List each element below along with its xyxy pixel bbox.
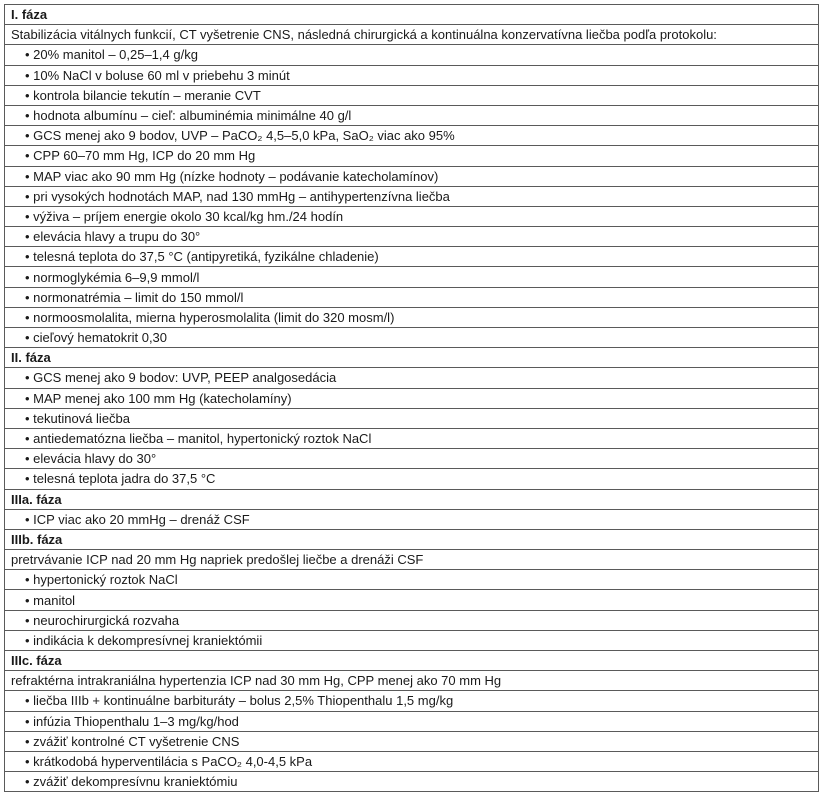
phase-title: IIIb. fáza xyxy=(5,529,819,549)
bullet-row xyxy=(5,610,819,630)
bullet-row xyxy=(5,267,819,287)
bullet-row xyxy=(5,731,819,751)
bullet-row xyxy=(5,307,819,327)
phase-title: IIIa. fáza xyxy=(5,489,819,509)
bullet-row xyxy=(5,428,819,448)
bullet-item: • normoglykémia 6–9,9 mmol/l xyxy=(5,267,819,287)
bullet-item: • 10% NaCl v boluse 60 ml v priebehu 3 minút xyxy=(5,65,819,85)
bullet-row xyxy=(5,206,819,226)
phase-header-row xyxy=(5,651,819,671)
bullet-item: • telesná teplota do 37,5 °C (antipyretiká, fyzikálne chladenie) xyxy=(5,247,819,267)
bullet-row xyxy=(5,65,819,85)
phase-title: I. fáza xyxy=(5,5,819,25)
bullet-row xyxy=(5,126,819,146)
bullet-item: • MAP viac ako 90 mm Hg (nízke hodnoty – podávanie katecholamínov) xyxy=(5,166,819,186)
bullet-item: • liečba IIIb + kontinuálne barbituráty – bolus 2,5% Thiopenthalu 1,5 mg/kg xyxy=(5,691,819,711)
bullet-item: • elevácia hlavy do 30° xyxy=(5,449,819,469)
bullet-item: • zvážiť dekompresívnu kraniektómiu xyxy=(5,772,819,792)
bullet-row xyxy=(5,328,819,348)
bullet-row xyxy=(5,772,819,792)
phase-description: refraktérna intrakraniálna hypertenzia ICP nad 30 mm Hg, CPP menej ako 70 mm Hg xyxy=(5,671,819,691)
bullet-item: • indikácia k dekompresívnej kraniektómii xyxy=(5,630,819,650)
description-row xyxy=(5,671,819,691)
bullet-item: • telesná teplota jadra do 37,5 °C xyxy=(5,469,819,489)
phase-description: Stabilizácia vitálnych funkcií, CT vyšetrenie CNS, následná chirurgická a kontinuálna konzervatívna liečba podľa protokolu: xyxy=(5,25,819,45)
bullet-item: • cieľový hematokrit 0,30 xyxy=(5,328,819,348)
bullet-row xyxy=(5,449,819,469)
bullet-item: • ICP viac ako 20 mmHg – drenáž CSF xyxy=(5,509,819,529)
bullet-row xyxy=(5,85,819,105)
description-row xyxy=(5,25,819,45)
bullet-row xyxy=(5,105,819,125)
bullet-item: • 20% manitol – 0,25–1,4 g/kg xyxy=(5,45,819,65)
bullet-item: • elevácia hlavy a trupu do 30° xyxy=(5,227,819,247)
bullet-row xyxy=(5,751,819,771)
phase-title: II. fáza xyxy=(5,348,819,368)
bullet-row xyxy=(5,186,819,206)
bullet-row xyxy=(5,590,819,610)
protocol-table xyxy=(4,4,819,792)
bullet-item: • GCS menej ako 9 bodov, UVP – PaCO₂ 4,5–5,0 kPa, SaO₂ viac ako 95% xyxy=(5,126,819,146)
bullet-item: • CPP 60–70 mm Hg, ICP do 20 mm Hg xyxy=(5,146,819,166)
phase-title: IIIc. fáza xyxy=(5,651,819,671)
phase-header-row xyxy=(5,529,819,549)
bullet-item: • antiedematózna liečba – manitol, hypertonický roztok NaCl xyxy=(5,428,819,448)
phase-description: pretrvávanie ICP nad 20 mm Hg napriek predošlej liečbe a drenáži CSF xyxy=(5,550,819,570)
bullet-item: • krátkodobá hyperventilácia s PaCO₂ 4,0-4,5 kPa xyxy=(5,751,819,771)
bullet-row xyxy=(5,368,819,388)
bullet-item: • kontrola bilancie tekutín – meranie CVT xyxy=(5,85,819,105)
bullet-row xyxy=(5,166,819,186)
bullet-row xyxy=(5,570,819,590)
bullet-row xyxy=(5,691,819,711)
bullet-row xyxy=(5,388,819,408)
bullet-item: • MAP menej ako 100 mm Hg (katecholamíny) xyxy=(5,388,819,408)
bullet-item: • výživa – príjem energie okolo 30 kcal/kg hm./24 hodín xyxy=(5,206,819,226)
bullet-item: • manitol xyxy=(5,590,819,610)
bullet-item: • hodnota albumínu – cieľ: albuminémia minimálne 40 g/l xyxy=(5,105,819,125)
bullet-row xyxy=(5,630,819,650)
bullet-item: • neurochirurgická rozvaha xyxy=(5,610,819,630)
bullet-row xyxy=(5,287,819,307)
bullet-item: • hypertonický roztok NaCl xyxy=(5,570,819,590)
phase-header-row xyxy=(5,348,819,368)
bullet-item: • normonatrémia – limit do 150 mmol/l xyxy=(5,287,819,307)
bullet-row xyxy=(5,146,819,166)
bullet-row xyxy=(5,408,819,428)
description-row xyxy=(5,550,819,570)
bullet-item: • normoosmolalita, mierna hyperosmolalita (limit do 320 mosm/l) xyxy=(5,307,819,327)
bullet-row xyxy=(5,469,819,489)
bullet-item: • zvážiť kontrolné CT vyšetrenie CNS xyxy=(5,731,819,751)
bullet-item: • pri vysokých hodnotách MAP, nad 130 mmHg – antihypertenzívna liečba xyxy=(5,186,819,206)
bullet-row xyxy=(5,247,819,267)
bullet-row xyxy=(5,711,819,731)
phase-header-row xyxy=(5,489,819,509)
protocol-table-body xyxy=(5,5,819,792)
bullet-row xyxy=(5,45,819,65)
bullet-item: • GCS menej ako 9 bodov: UVP, PEEP analgosedácia xyxy=(5,368,819,388)
bullet-item: • infúzia Thiopenthalu 1–3 mg/kg/hod xyxy=(5,711,819,731)
bullet-row xyxy=(5,227,819,247)
phase-header-row xyxy=(5,5,819,25)
bullet-row xyxy=(5,509,819,529)
bullet-item: • tekutinová liečba xyxy=(5,408,819,428)
